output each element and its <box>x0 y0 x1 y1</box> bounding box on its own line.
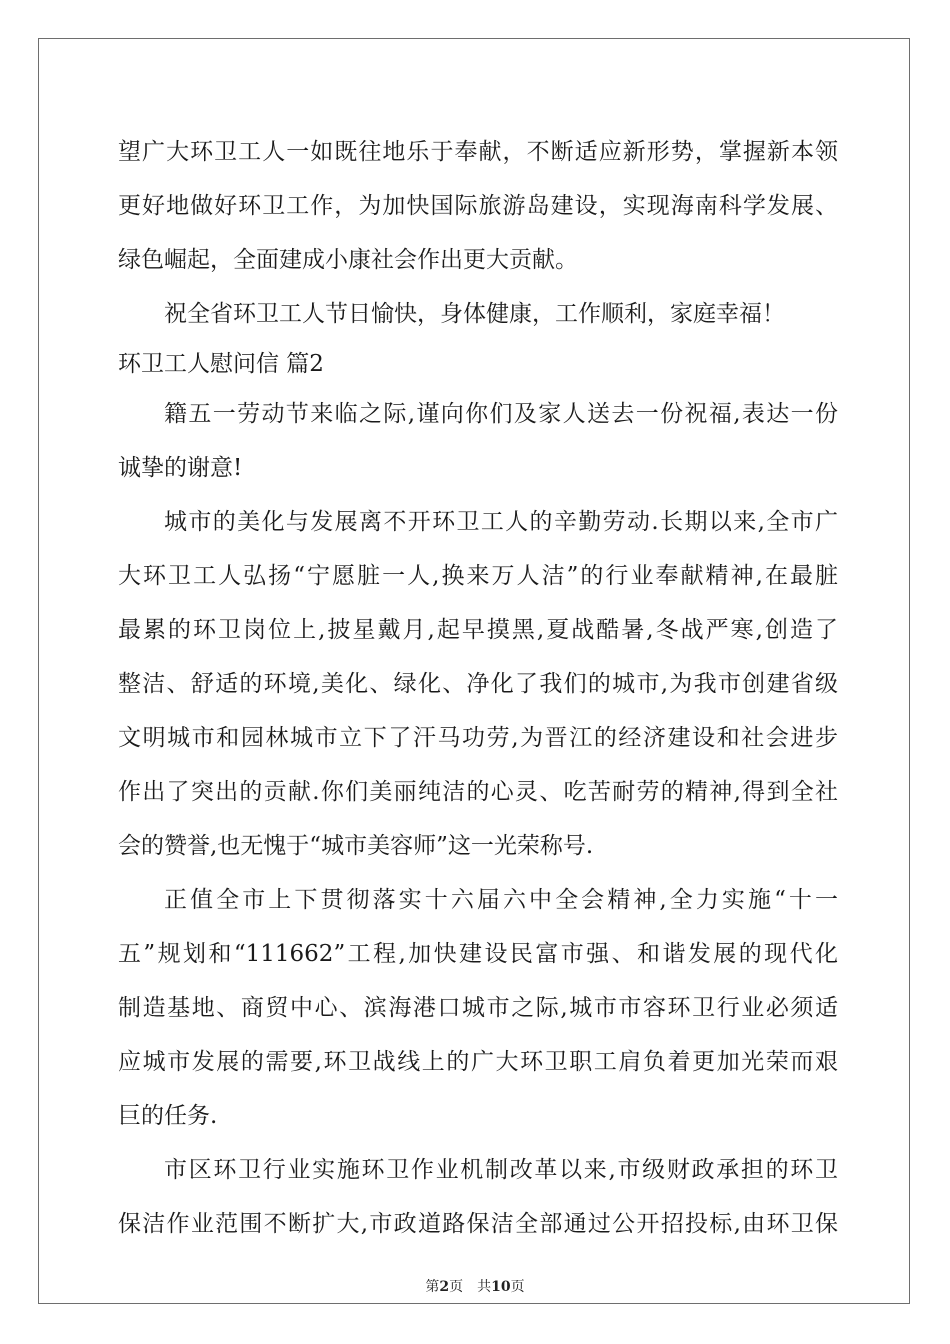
text-line: 城市的美化与发展离不开环卫工人的辛勤劳动.长期以来,全市广 <box>164 509 838 535</box>
document-body <box>118 125 838 1251</box>
text-line: 整洁、舒适的环境,美化、绿化、净化了我们的城市,为我市创建省级 <box>118 671 838 697</box>
text-line: 巨的任务. <box>118 1103 218 1129</box>
text-line: 五”规划和“111662”工程,加快建设民富市强、和谐发展的现代化 <box>118 941 838 967</box>
text-line: 祝全省环卫工人节日愉快，身体健康，工作顺利，家庭幸福！ <box>164 301 785 327</box>
total-prefix: 共 <box>477 1279 492 1295</box>
text-line: 会的赞誉,也无愧于“城市美容师”这一光荣称号. <box>118 833 594 859</box>
total-suffix: 页 <box>510 1279 525 1295</box>
text-line: 更好地做好环卫工作，为加快国际旅游岛建设，实现海南科学发展、 <box>118 193 838 219</box>
text-line: 应城市发展的需要,环卫战线上的广大环卫职工肩负着更加光荣而艰 <box>118 1049 838 1075</box>
text-line: 文明城市和园林城市立下了汗马功劳,为晋江的经济建设和社会进步 <box>118 725 838 751</box>
page-footer <box>0 1276 950 1296</box>
text-line: 保洁作业范围不断扩大,市政道路保洁全部通过公开招投标,由环卫保 <box>118 1211 838 1237</box>
page-prefix: 第 <box>425 1279 440 1295</box>
text-line: 最累的环卫岗位上,披星戴月,起早摸黑,夏战酷暑,冬战严寒,创造了 <box>118 617 838 643</box>
text-line: 望广大环卫工人一如既往地乐于奉献，不断适应新形势，掌握新本领 <box>118 139 838 165</box>
page-number: 2 <box>439 1279 450 1295</box>
text-line: 绿色崛起，全面建成小康社会作出更大贡献。 <box>118 247 578 273</box>
text-line: 市区环卫行业实施环卫作业机制改革以来,市级财政承担的环卫 <box>164 1157 838 1183</box>
page-suffix: 页 <box>449 1279 464 1295</box>
section-heading: 环卫工人慰问信 篇2 <box>118 351 324 377</box>
text-line: 正值全市上下贯彻落实十六届六中全会精神,全力实施“十一 <box>164 887 838 913</box>
text-line: 作出了突出的贡献.你们美丽纯洁的心灵、吃苦耐劳的精神,得到全社 <box>118 779 838 805</box>
text-line: 制造基地、商贸中心、滨海港口城市之际,城市市容环卫行业必须适 <box>118 995 838 1021</box>
text-line: 大环卫工人弘扬“宁愿脏一人,换来万人洁”的行业奉献精神,在最脏 <box>118 563 838 589</box>
text-line: 诚挚的谢意! <box>118 455 243 481</box>
total-pages: 10 <box>491 1279 511 1295</box>
text-line: 籍五一劳动节来临之际,谨向你们及家人送去一份祝福,表达一份 <box>164 401 838 427</box>
